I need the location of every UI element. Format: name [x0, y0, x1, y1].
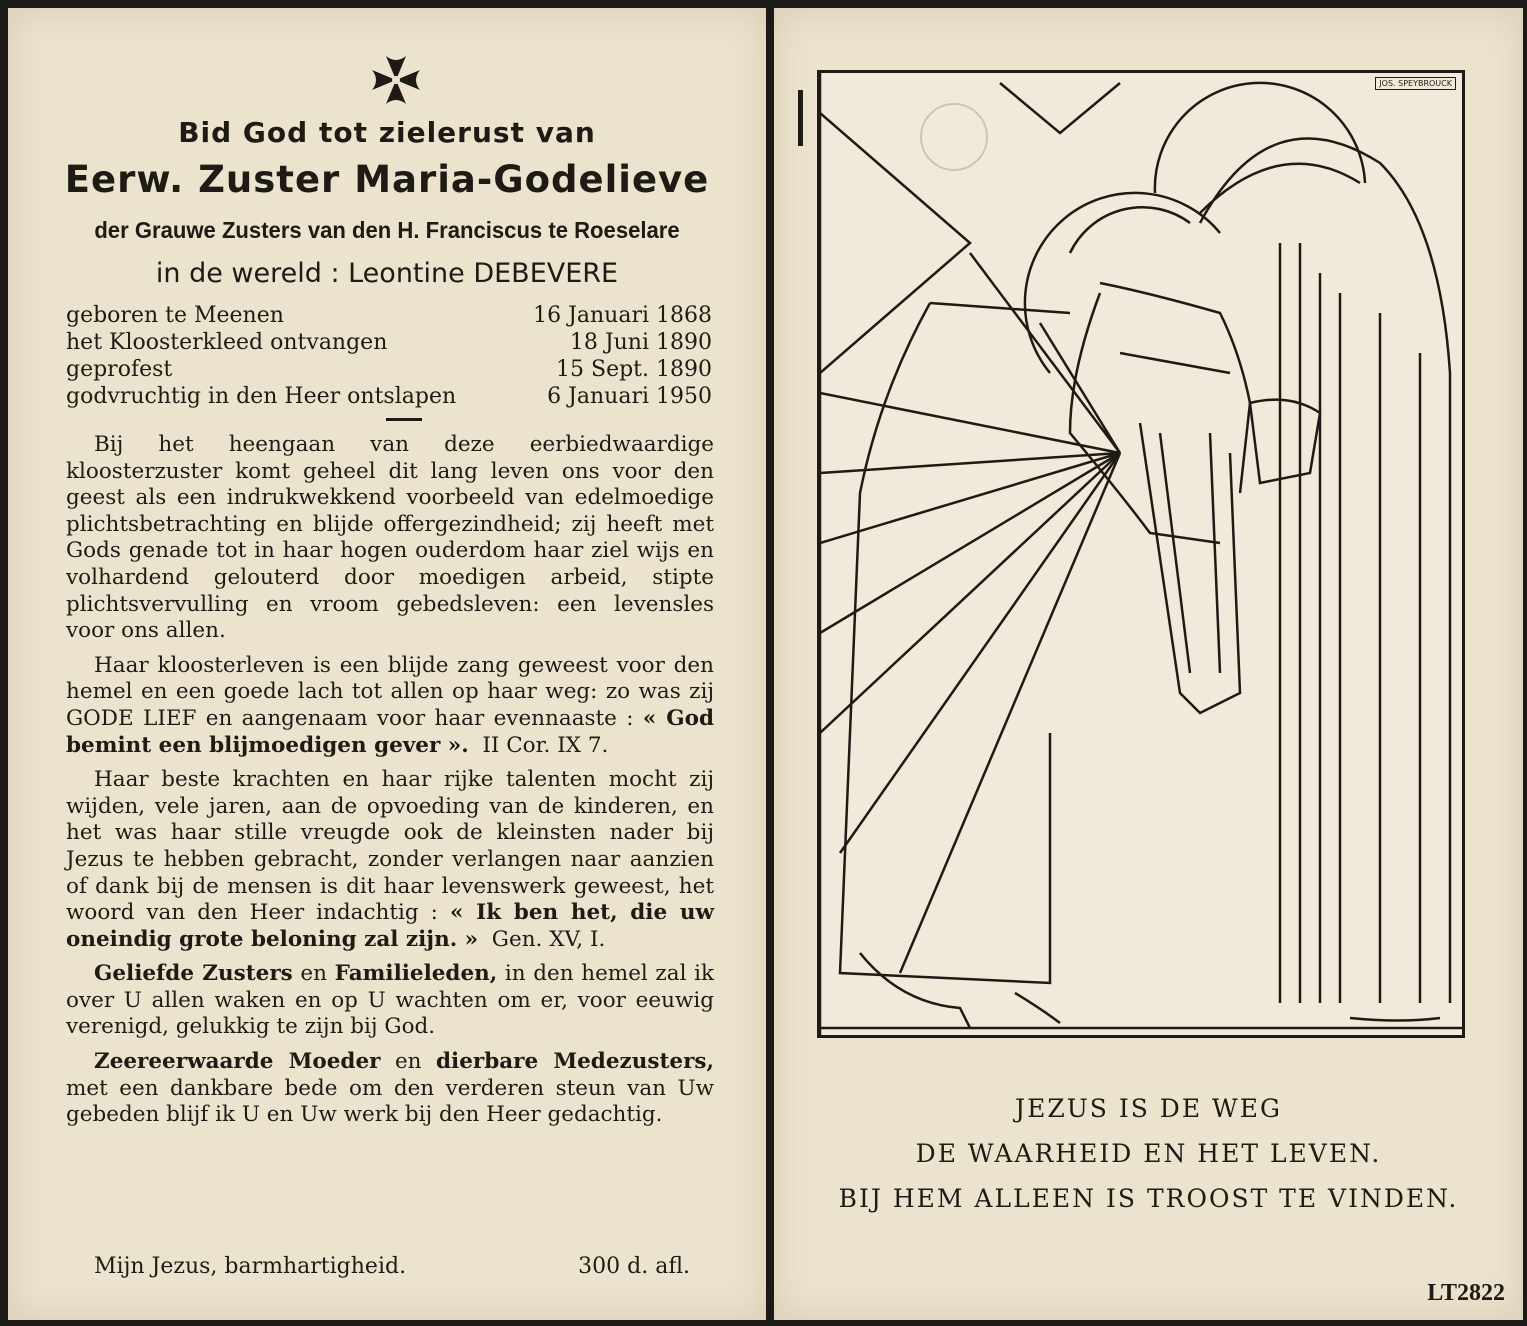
- date-row-habit: [66, 329, 712, 356]
- scripture-quote: « Ik ben het, die uw oneindig grote beloning zal zijn. »: [66, 900, 714, 952]
- ink-mark: [798, 90, 803, 146]
- eulogy-text: [66, 432, 714, 1137]
- addressee: dierbare Medezusters,: [436, 1049, 714, 1075]
- date-label: geboren te Meenen: [66, 303, 284, 328]
- memorial-card-image-page: [774, 8, 1523, 1320]
- artist-signature: JOS. SPEYBROUCK: [1375, 77, 1456, 90]
- paragraph-text: in den hemel zal ik over U allen waken en op U wachten om er, voor eeuwig verenigd, gelukkig te zijn bij God.: [66, 961, 714, 1040]
- deceased-name: Eerw. Zuster Maria-Godelieve: [64, 158, 710, 201]
- date-value: 6 Januari 1950: [547, 384, 712, 409]
- indulgence-text: 300 d. afl.: [578, 1254, 690, 1279]
- prayer-heading: Bid God tot zielerust van: [178, 116, 596, 149]
- catalog-reference: LT2822: [1427, 1280, 1505, 1306]
- date-label: godvruchtig in den Heer ontslapen: [66, 384, 457, 409]
- addressee: Zeereerwaarde Moeder: [94, 1049, 381, 1075]
- paragraph-text: met een dankbare bede om den verderen steun van Uw gebeden blijf ik U en Uw werk bij den Heer gedachtig.: [66, 1075, 714, 1128]
- memorial-card-text-page: [8, 8, 766, 1320]
- quote-line-2: DE WAARHEID EN HET LEVEN.: [915, 1139, 1382, 1168]
- date-row-profession: [66, 356, 712, 383]
- scripture-quote: « God bemint een blijmoedigen gever ».: [66, 705, 714, 758]
- addressee: Geliefde Zusters: [94, 961, 293, 987]
- paragraph-text: Haar kloosterleven is een blijde zang geweest voor den hemel en een goede lach tot allen op haar weg: zo was zij GODE LIEF en aangenaam voor haar evennaaste :: [66, 652, 714, 731]
- paragraph: [66, 653, 714, 759]
- closing-prayer: [94, 1254, 690, 1279]
- date-value: 15 Sept. 1890: [556, 357, 712, 382]
- birth-name: in de wereld : Leontine DEBEVERE: [155, 258, 619, 289]
- paragraph: [66, 432, 714, 645]
- date-label: het Kloosterkleed ontvangen: [66, 330, 388, 355]
- paragraph: [66, 1049, 714, 1129]
- date-row-born: [66, 302, 712, 329]
- quote-line-3: BIJ HEM ALLEEN IS TROOST TE VINDEN.: [838, 1184, 1459, 1213]
- paragraph: [66, 767, 714, 953]
- paragraph-text: Bij het heengaan van deze eerbiedwaardige kloosterzuster komt geheel dit lang leven ons voor den geest als een indrukwekkend voorbeeld van edelmoedige plichtsbetrachting en blijde offergezindheid; zij heeft met Gods genade tot in haar hogen ouderdom haar ziel wijs en volhardend gelouterd door moedigen arbeid, stipte plichtsvervulling en vroom gebedsleven: een levensles voor ons allen.: [66, 432, 714, 644]
- conjunction: en: [300, 961, 327, 987]
- date-row-death: [66, 383, 712, 410]
- scripture-reference: II Cor. IX 7.: [482, 732, 609, 758]
- date-label: geprofest: [66, 357, 173, 382]
- paragraph-text: Haar beste krachten en haar rijke talenten mocht zij wijden, vele jaren, aan de opvoeding van de kinderen, en het was haar stille vreugde ook de kleinsten nader bij Jezus te hebben gebracht, zonder verlangen naar aanzien of dank bij de mensen is dit haar levenswerk geweest, het woord van den Heer indachtig :: [66, 767, 714, 926]
- jesus-and-mary-illustration: [817, 70, 1465, 1038]
- date-value: 18 Juni 1890: [569, 330, 712, 355]
- line-art-drawing: [820, 73, 1462, 1035]
- quote-line-1: JEZUS IS DE WEG: [1015, 1094, 1282, 1123]
- conjunction: en: [394, 1049, 422, 1075]
- cross-icon: [368, 52, 424, 108]
- scripture-reference: Gen. XV, I.: [491, 926, 606, 952]
- life-dates: [66, 302, 712, 410]
- paragraph: [66, 961, 714, 1041]
- date-value: 16 Januari 1868: [533, 303, 712, 328]
- religious-order: der Grauwe Zusters van den H. Franciscus te Roeselare: [94, 217, 680, 243]
- prayer-text: Mijn Jezus, barmhartigheid.: [94, 1254, 407, 1279]
- divider: [386, 418, 422, 421]
- addressee: Familieleden,: [334, 961, 498, 987]
